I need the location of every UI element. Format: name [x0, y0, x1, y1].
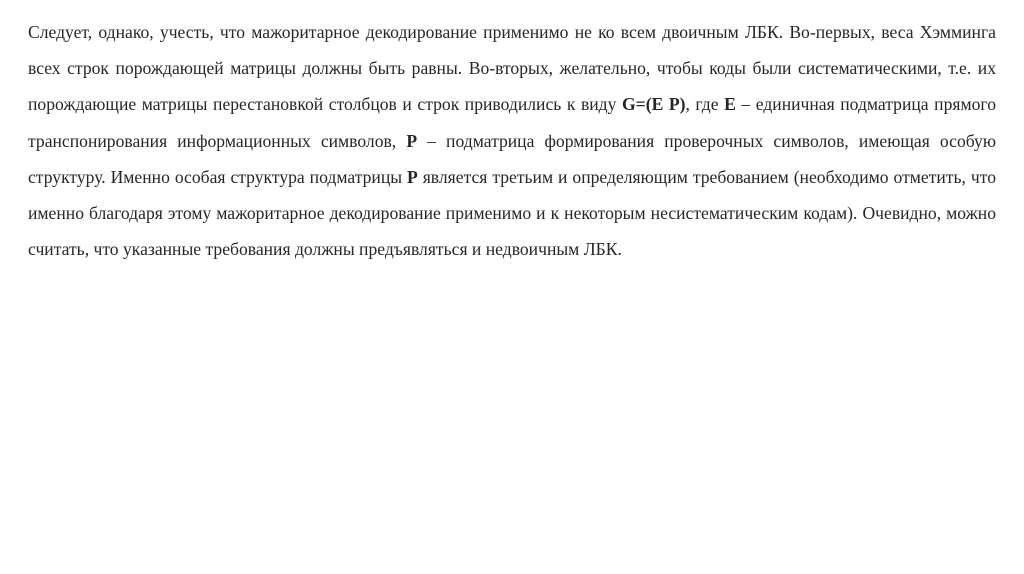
paragraph-text-2: , где	[685, 94, 725, 115]
symbol-p: P	[407, 166, 418, 187]
body-paragraph	[28, 14, 996, 267]
paragraph-text-3: – единичная подматрица прямого транспонирования информационных символов,	[28, 94, 996, 151]
paragraph-text-5: является третьим и определяющим требованием (необходимо отметить, что именно благодаря этому мажоритарное декодирование применимо и к некоторым несистематическим кодам). Очевидно, можно считать, что указанные требования должны предъявляться и недвоичным ЛБК.	[28, 166, 996, 260]
formula-g-equals-e-p: G=(E P)	[622, 94, 686, 115]
symbol-e: E	[724, 94, 736, 115]
paragraph-text-1: Следует, однако, учесть, что мажоритарное декодирование применимо не ко всем двоичным ЛБК. Во-первых, веса Хэмминга всех строк порождающей матрицы должны быть равны. Во-вторых, желательно, чтобы коды были систематическими, т.е. их порождающие матрицы перестановкой столбцов и строк приводились к виду	[28, 22, 996, 115]
paragraph-text-4: – подматрица формирования проверочных символов, имеющая особую структуру. Именно особая структура подматрицы	[28, 130, 996, 187]
symbol-p: P	[406, 130, 418, 151]
